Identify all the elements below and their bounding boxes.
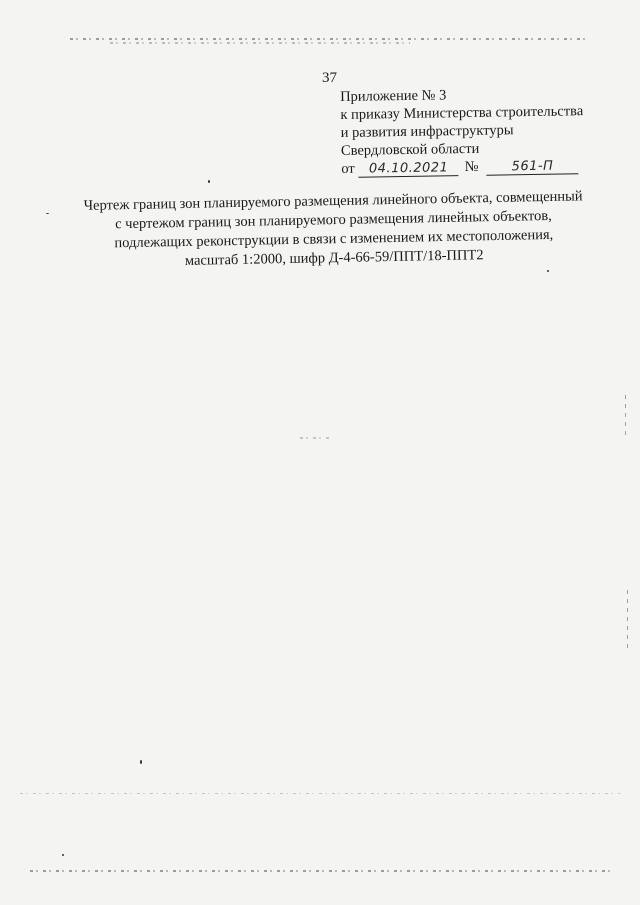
drawing-title-line: с чертежом границ зон планируемого размещения линейных объектов, [115,207,552,233]
speck [208,180,210,183]
page-number: 37 [322,70,337,86]
scan-artifact-lower [20,793,620,794]
scan-artifact-right-edge [625,395,626,435]
appendix-ministry-line: и развития инфраструктуры [340,122,514,141]
speck [140,760,142,764]
order-number-value: 561-П [486,158,578,175]
drawing-title-line: подлежащих реконструкции в связи с изменением их местоположения, [114,226,554,252]
scan-artifact-top [70,38,590,40]
scan-artifact-middle [300,437,330,439]
drawing-title-line: Чертеж границ зон планируемого размещения линейного объекта, совмещенный [83,188,583,214]
speck [46,213,49,214]
date-prefix: от [341,160,355,177]
appendix-region-line: Свердловской области [340,140,480,159]
speck [547,270,549,272]
appendix-order-line: к приказу Министерства строительства [340,103,584,123]
scan-artifact-right-edge-2 [627,590,628,650]
speck [62,854,64,856]
drawing-title [78,187,589,273]
number-prefix: № [464,158,479,176]
appendix-header [340,84,584,178]
order-date-number-row [341,156,584,178]
appendix-title: Приложение № 3 [340,87,447,105]
scan-artifact-top-2 [110,42,410,44]
scan-artifact-bottom [30,870,615,872]
drawing-title-line: масштаб 1:2000, шифр Д-4-66-59/ППТ/18-ППТ2 [184,247,484,269]
order-date-value: 04.10.2021 [359,160,459,178]
